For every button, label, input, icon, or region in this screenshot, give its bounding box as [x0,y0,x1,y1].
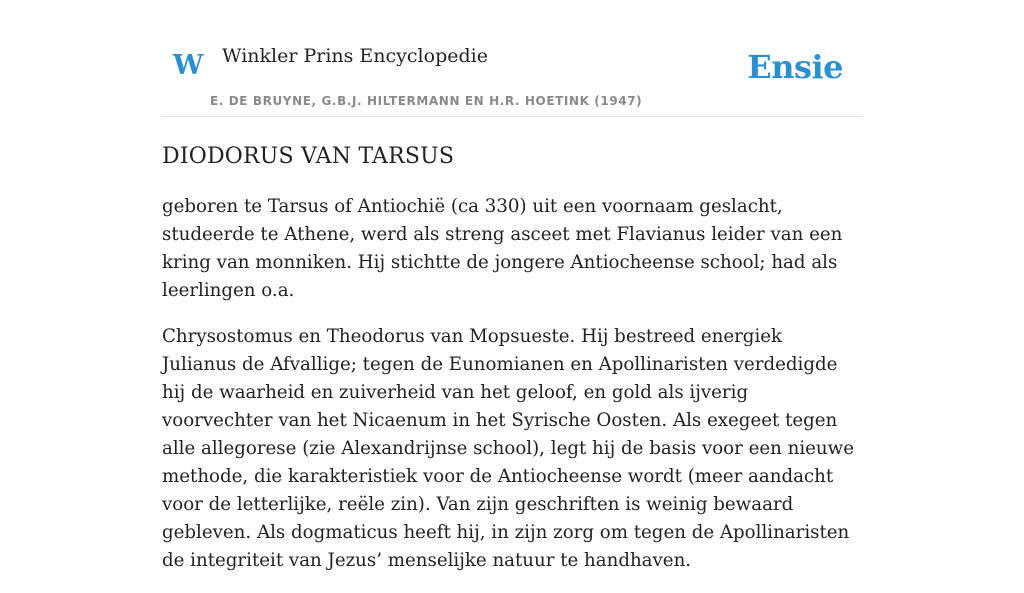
winkler-prins-logo[interactable]: W [173,50,204,81]
ensie-brand-logo[interactable]: Ensie [747,48,843,86]
article-paragraph: geboren te Tarsus of Antiochië (ca 330) uit een voornaam geslacht, studeerde te Athene, werd als streng asceet met Flavianus leider van een kring van monniken. Hij stichtte de jongere Antiocheense school; had als leerlingen o.a. [162,196,843,301]
article-paragraph: Chrysostomus en Theodorus van Mopsueste. Hij bestreed energiek Julianus de Afvallige; tegen de Eunomianen en Apollinaristen verdedigde hij de waarheid en zuiverheid van het geloof, en gold als ijverig voorvechter van het Nicaenum in het Syrische Oosten. Als exegeet tegen alle allegorese (zie Alexandrijnse school), legt hij de basis voor een nieuwe methode, die karakteristiek voor de Antiocheense wordt (meer aandacht voor de letterlijke, reële zin). Van zijn geschriften is weinig bewaard gebleven. Als dogmaticus heeft hij, in zijn zorg om tegen de Apollinaristen de integriteit van Jezus’ menselijke natuur te handhaven. [162,326,854,571]
article-body [162,193,862,575]
source-header [162,0,862,117]
source-title[interactable]: Winkler Prins Encyclopedie [222,45,488,67]
article-title: DIODORUS VAN TARSUS [162,144,455,169]
page [162,0,862,593]
source-authors: E. DE BRUYNE, G.B.J. HILTERMANN EN H.R. HOETINK (1947) [210,94,643,108]
